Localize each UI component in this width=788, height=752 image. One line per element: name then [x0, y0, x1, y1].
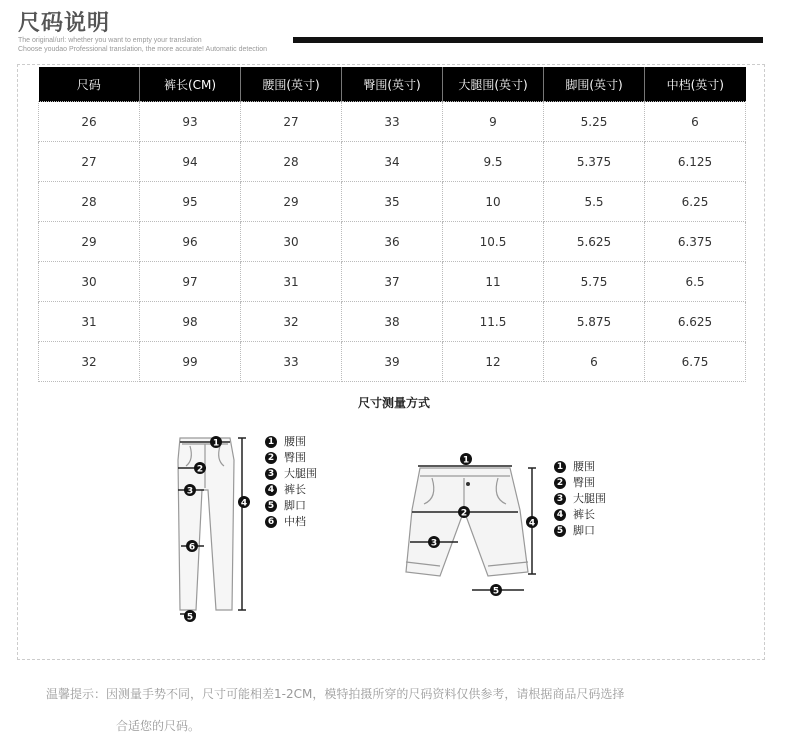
pants-legend-item	[265, 482, 317, 498]
table-cell: 6.625	[645, 302, 746, 342]
table-header-row	[39, 67, 746, 102]
footer-note	[46, 678, 746, 742]
svg-text:4: 4	[528, 518, 536, 529]
svg-text:1: 1	[462, 455, 470, 466]
svg-text:1: 1	[212, 438, 220, 449]
table-cell: 11	[443, 262, 544, 302]
table-cell: 26	[39, 102, 140, 142]
shorts-legend-number: 2	[554, 477, 566, 489]
pants-legend-number: 5	[265, 500, 277, 512]
table-cell: 6	[645, 102, 746, 142]
shorts-legend-label: 大腿围	[573, 492, 606, 505]
table-cell: 10	[443, 182, 544, 222]
pants-legend-number: 1	[265, 436, 277, 448]
table-cell: 5.375	[544, 142, 645, 182]
svg-text:2: 2	[460, 508, 468, 519]
table-cell: 28	[241, 142, 342, 182]
table-row	[39, 102, 746, 142]
table-cell: 12	[443, 342, 544, 382]
pants-legend-label: 腰围	[284, 435, 306, 448]
header-subtitle-line-2: Choose youdao Professional translation, the more accurate! Automatic detection	[18, 46, 268, 53]
svg-text:3: 3	[430, 538, 438, 549]
svg-text:5: 5	[186, 612, 194, 623]
table-cell: 97	[140, 262, 241, 302]
table-cell: 5.25	[544, 102, 645, 142]
table-cell: 37	[342, 262, 443, 302]
pants-legend-number: 6	[265, 516, 277, 528]
shorts-legend-item	[554, 475, 606, 491]
shorts-legend-number: 3	[554, 493, 566, 505]
table-cell: 36	[342, 222, 443, 262]
pants-marker-4	[238, 496, 250, 509]
column-header: 脚围(英寸)	[544, 67, 645, 102]
table-cell: 98	[140, 302, 241, 342]
table-cell: 96	[140, 222, 241, 262]
column-header: 腰围(英寸)	[241, 67, 342, 102]
column-header: 中档(英寸)	[645, 67, 746, 102]
pants-legend-number: 2	[265, 452, 277, 464]
pants-legend-item	[265, 498, 317, 514]
shorts-legend	[554, 459, 606, 539]
table-cell: 11.5	[443, 302, 544, 342]
table-cell: 30	[241, 222, 342, 262]
table-cell: 39	[342, 342, 443, 382]
shorts-marker-4	[526, 516, 538, 529]
shorts-legend-label: 腰围	[573, 460, 595, 473]
column-header: 尺码	[39, 67, 140, 102]
pants-legend-item	[265, 514, 317, 530]
pants-legend	[265, 434, 317, 530]
footer-note-line-2: 合适您的尺码。	[116, 719, 201, 733]
table-cell: 93	[140, 102, 241, 142]
table-row	[39, 222, 746, 262]
pants-legend-number: 3	[265, 468, 277, 480]
table-cell: 28	[39, 182, 140, 222]
header-divider-bar	[293, 37, 763, 43]
table-row	[39, 342, 746, 382]
table-cell: 6	[544, 342, 645, 382]
table-cell: 5.875	[544, 302, 645, 342]
column-header: 臀围(英寸)	[342, 67, 443, 102]
size-table	[38, 67, 746, 382]
table-cell: 99	[140, 342, 241, 382]
table-cell: 6.5	[645, 262, 746, 302]
table-row	[39, 262, 746, 302]
pants-legend-label: 中档	[284, 515, 306, 528]
table-cell: 9	[443, 102, 544, 142]
shorts-legend-item	[554, 491, 606, 507]
header-subtitle	[18, 36, 267, 54]
shorts-diagram	[402, 450, 546, 598]
table-cell: 27	[39, 142, 140, 182]
pants-legend-number: 4	[265, 484, 277, 496]
table-cell: 33	[342, 102, 443, 142]
table-cell: 29	[241, 182, 342, 222]
table-cell: 94	[140, 142, 241, 182]
shorts-legend-number: 1	[554, 461, 566, 473]
shorts-marker-1	[460, 453, 472, 466]
svg-text:5: 5	[492, 586, 500, 597]
pants-legend-label: 臀围	[284, 451, 306, 464]
shorts-legend-label: 脚口	[573, 524, 595, 537]
footer-note-line-1: 温馨提示：因测量手势不同，尺寸可能相差1-2CM，模特拍摄所穿的尺码资料仅供参考，请根据商品尺码选择	[46, 687, 625, 701]
table-cell: 6.125	[645, 142, 746, 182]
table-cell: 6.75	[645, 342, 746, 382]
table-cell: 6.25	[645, 182, 746, 222]
pants-legend-label: 脚口	[284, 499, 306, 512]
table-row	[39, 142, 746, 182]
table-cell: 10.5	[443, 222, 544, 262]
shorts-legend-item	[554, 523, 606, 539]
pants-legend-item	[265, 434, 317, 450]
measurement-title: 尺寸测量方式	[357, 396, 430, 410]
shorts-marker-5	[490, 584, 502, 597]
pants-diagram	[168, 430, 258, 626]
table-cell: 31	[39, 302, 140, 342]
svg-text:3: 3	[186, 486, 194, 497]
shorts-legend-number: 4	[554, 509, 566, 521]
shorts-legend-item	[554, 459, 606, 475]
table-cell: 35	[342, 182, 443, 222]
table-row	[39, 182, 746, 222]
table-cell: 95	[140, 182, 241, 222]
table-cell: 30	[39, 262, 140, 302]
table-cell: 9.5	[443, 142, 544, 182]
table-cell: 27	[241, 102, 342, 142]
pants-marker-5	[184, 610, 196, 623]
table-cell: 31	[241, 262, 342, 302]
table-cell: 38	[342, 302, 443, 342]
page-title: 尺码说明	[18, 11, 111, 36]
column-header: 裤长(CM)	[140, 67, 241, 102]
pants-legend-item	[265, 450, 317, 466]
table-cell: 29	[39, 222, 140, 262]
svg-text:4: 4	[240, 498, 248, 509]
table-cell: 34	[342, 142, 443, 182]
pants-legend-item	[265, 466, 317, 482]
table-cell: 6.375	[645, 222, 746, 262]
shorts-legend-number: 5	[554, 525, 566, 537]
table-cell: 32	[241, 302, 342, 342]
shorts-legend-label: 裤长	[573, 508, 595, 521]
table-cell: 32	[39, 342, 140, 382]
shorts-legend-item	[554, 507, 606, 523]
svg-text:6: 6	[188, 542, 196, 553]
table-cell: 5.75	[544, 262, 645, 302]
column-header: 大腿围(英寸)	[443, 67, 544, 102]
svg-text:2: 2	[196, 464, 204, 475]
table-row	[39, 302, 746, 342]
shorts-legend-label: 臀围	[573, 476, 595, 489]
table-cell: 33	[241, 342, 342, 382]
pants-legend-label: 大腿围	[284, 467, 317, 480]
table-cell: 5.625	[544, 222, 645, 262]
header-subtitle-line-1: The original/url: whether you want to empty your translation	[18, 37, 202, 44]
table-cell: 5.5	[544, 182, 645, 222]
pants-legend-label: 裤长	[284, 483, 306, 496]
